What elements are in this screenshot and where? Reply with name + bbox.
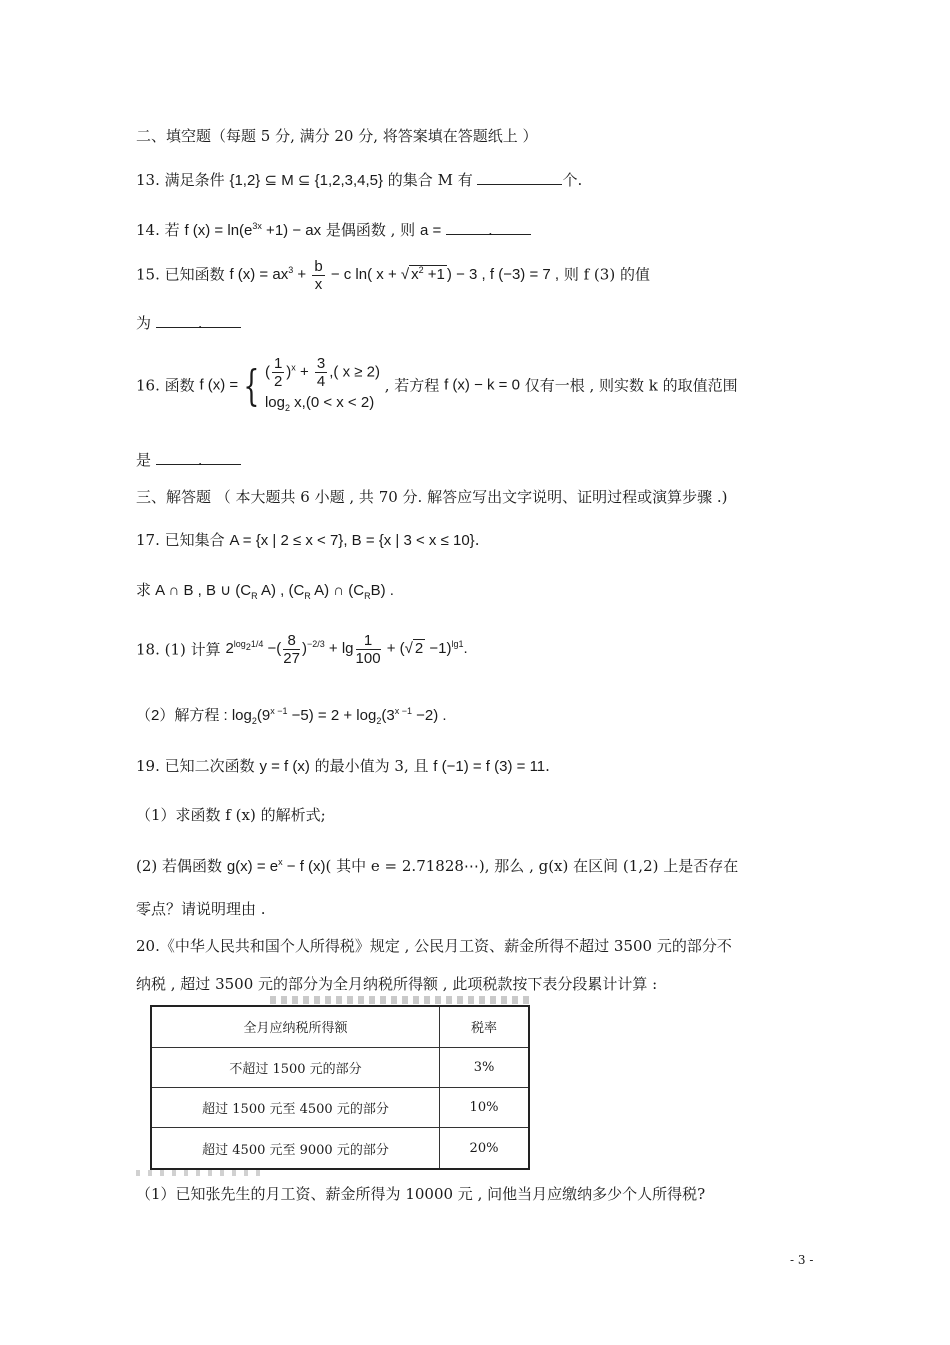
table-cell: 10% — [440, 1087, 530, 1127]
table-header-cell: 税率 — [440, 1006, 530, 1047]
tax-rate-table — [150, 1005, 530, 1170]
question-18-part1: 18. (1) 计算 $2^{log_21/4}$ −( $\frac{8}{27}$ )$^{-2/3}$ + lg $\frac{1}{100}$ + (√ 2 −1)$^{lg1}$. — [136, 632, 468, 667]
table-row — [151, 1047, 529, 1087]
question-16-line2: 是 . — [136, 450, 241, 470]
answer-blank-15[interactable]: . — [156, 313, 241, 328]
scan-artifact — [136, 1170, 266, 1176]
section-3-heading: 三、解答题 （ 本大题共 6 小题 , 共 70 分. 解答应写出文字说明、证明过程或演算步骤 .) — [136, 488, 728, 506]
question-18-part2: （2）解方程 : $\log_2(9^{x -1} -5) = 2 + \log_2(3^{x -1} -2)$ . — [136, 706, 447, 726]
question-19: 19. 已知二次函数 y = f (x) 的最小值为 3, 且 f (−1) = f (3) = 11. — [136, 757, 550, 775]
question-19-part1: （1）求函数 f (x) 的解析式; — [136, 806, 326, 824]
table-row — [151, 1087, 529, 1127]
table-cell: 3% — [440, 1047, 530, 1087]
table-cell: 不超过 1500 元的部分 — [151, 1047, 440, 1087]
scan-artifact — [270, 996, 530, 1004]
question-15-line2: 为 . — [136, 313, 241, 333]
question-19-part2: (2) 若偶函数 $g(x) = e^x - f$ (x)( 其中 e = 2.71828⋯), 那么 , g(x) 在区间 (1,2) 上是否存在 — [136, 857, 739, 875]
answer-blank-16[interactable]: . — [156, 450, 241, 465]
question-15: 15. 已知函数 f $(x) = ax^3$ + $\frac{b}{x}$ − c ln( x + √ $x^2 +1$ ) − 3 , f (−3) = 7 , 则 f (3) 的值 — [136, 258, 650, 293]
table-row — [151, 1128, 529, 1169]
question-13: 13. 满足条件 {1,2} ⊆ M ⊆ {1,2,3,4,5} 的集合 M 有 个. — [136, 171, 583, 189]
table-cell: 20% — [440, 1128, 530, 1169]
table-cell: 超过 1500 元至 4500 元的部分 — [151, 1087, 440, 1127]
table-header-row — [151, 1006, 529, 1047]
question-17-line2: 求 A ∩ B , B ∪ ($C_R$ A) , ($C_R$ A) ∩ $(C_RB)$ . — [136, 582, 394, 601]
table-cell: 超过 4500 元至 9000 元的部分 — [151, 1128, 440, 1169]
answer-blank-13[interactable] — [477, 170, 562, 185]
section-2-heading: 二、填空题（每题 5 分, 满分 20 分, 将答案填在答题纸上 ） — [136, 127, 538, 145]
question-16: 16. 函数 f (x) = { ( $\frac{1}{2}$ )$^x$ + $\frac{3}{4}$ ,( x ≥ 2) $\log_2 x,(0 < x < 2)$ , 若方程 f (x) − k = 0 仅有一根 , 则实数 k 的取值范围 — [136, 355, 738, 413]
question-20-line1: 20.《中华人民共和国个人所得税》规定 , 公民月工资、薪金所得不超过 3500 元的部分不 — [136, 937, 732, 955]
answer-blank-14[interactable]: . — [446, 220, 531, 235]
table-header-cell: 全月应纳税所得额 — [151, 1006, 440, 1047]
question-20-part1: （1）已知张先生的月工资、薪金所得为 10000 元 , 问他当月应缴纳多少个人所得税? — [136, 1185, 706, 1203]
question-14: 14. 若 f $(x) = \ln(e^{3x} +1)$ − ax 是偶函数 , 则 a = . — [136, 220, 531, 241]
question-20-line2: 纳税 , 超过 3500 元的部分为全月纳税所得额 , 此项税款按下表分段累计计算 : — [136, 975, 658, 993]
question-19-part2-line2: 零点？请说明理由 . — [136, 900, 266, 918]
question-17: 17. 已知集合 A = {x | 2 ≤ x < 7}, B = {x | 3 < x ≤ 10}. — [136, 531, 480, 549]
brace-icon: { — [243, 360, 260, 410]
page-number: - 3 - — [790, 1253, 814, 1267]
